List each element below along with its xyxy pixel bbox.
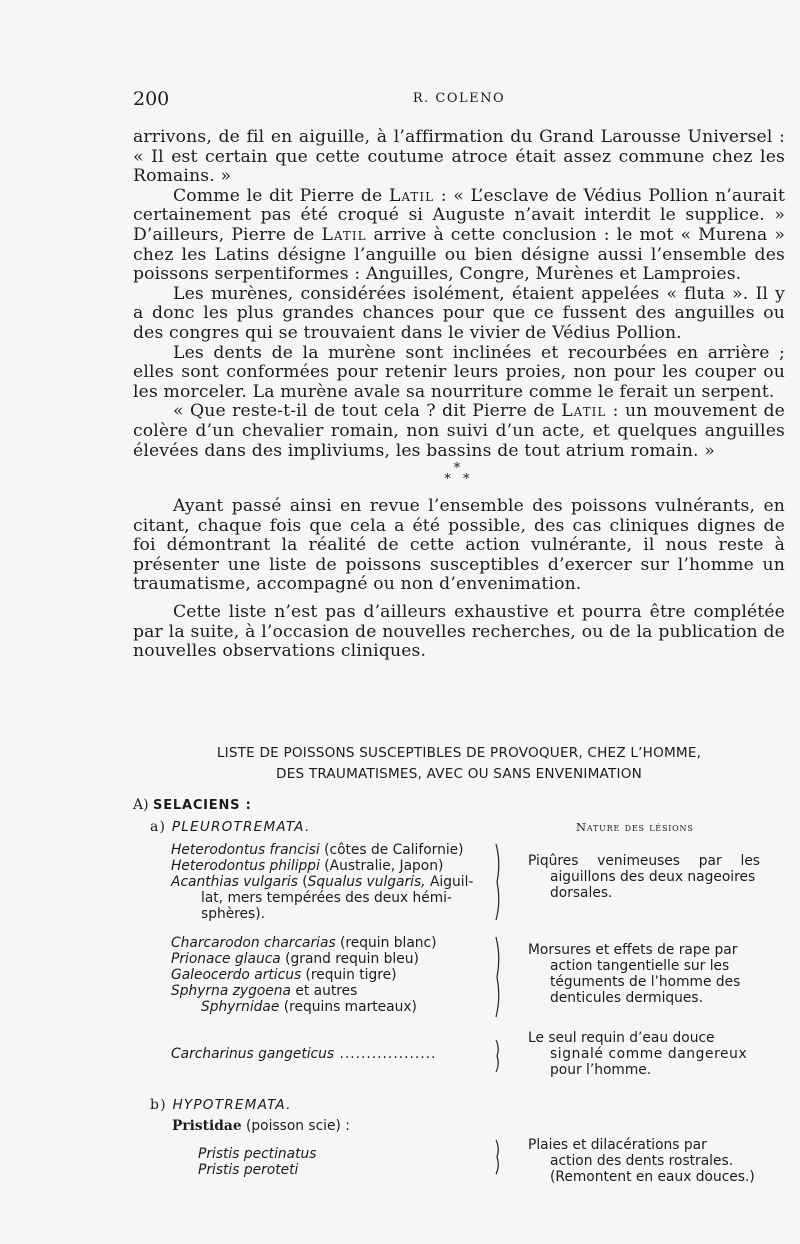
- species-entry: Pristis peroteti: [198, 1162, 299, 1178]
- paragraph-2: Comme le dit Pierre de Latil : « L’esclave de Védius Pollion n’aurait certainement pas été croqué si Auguste n’avait interdit le supplice. » D’ailleurs, Pierre de Latil arrive à cette conclusion : le mot « Murena » chez les Latins désigne l’anguille ou bien désigne aussi l’ensemble des poissons serpentiformes : Anguilles, Congre, Murènes et Lamproies.: [133, 185, 785, 285]
- section-separator: * * *: [444, 461, 474, 488]
- species-entry: Heterodontus francisi (côtes de Californie): [171, 842, 464, 858]
- page-header: [133, 88, 785, 114]
- paragraph-3: Les murènes, considérées isolément, étaient appelées « fluta ». Il y a donc les plus grandes chances pour que ce fussent des anguilles ou des congres qui se trouvaient dans le vivier de Védius Pollion.: [133, 283, 785, 343]
- brace-icon: [493, 935, 503, 1019]
- running-head: R. COLENO: [412, 91, 506, 106]
- species-entry: Sphyrnidae (requins marteaux): [201, 999, 417, 1015]
- species-group-1: Heterodontus francisi (côtes de Californie) Heterodontus philippi (Australie, Japon) Acanthias vulgaris (Squalus vulgaris, Aiguil- lat, mers tempérées des deux hémi- sphères).: [171, 842, 491, 922]
- lesion-description-2: Morsures et effets de rape par action tangentielle sur les téguments de l’homme des denticules dermiques.: [528, 942, 741, 1006]
- species-group-3: [171, 1046, 491, 1062]
- paragraph-1: arrivons, de fil en aiguille, à l’affirmation du Grand Larousse Universel : « Il est certain que cette coutume atroce était assez commune chez les Romains. »: [133, 127, 785, 187]
- species-entry: Sphyrna zygoena et autres: [171, 983, 358, 999]
- species-group-4: [198, 1146, 518, 1178]
- brace-icon: [493, 1038, 503, 1074]
- species-entry: Prionace glauca (grand requin bleu): [171, 951, 419, 967]
- author-name: Latil: [561, 401, 607, 422]
- body-text: [133, 128, 785, 662]
- brace-icon: [493, 1138, 503, 1176]
- section-a-heading: A) SELACIENS :: [133, 797, 252, 813]
- author-name: Latil: [321, 224, 367, 245]
- subsection-b-heading: b) HYPOTREMATA.: [150, 1097, 292, 1113]
- lesion-description-3: Le seul requin d’eau douce signalé comme dangereux pour l’homme.: [528, 1030, 748, 1078]
- species-entry: Charcarodon charcarias (requin blanc): [171, 935, 437, 951]
- family-heading: Pristidae (poisson scie) :: [172, 1118, 350, 1134]
- species-entry: Acanthias vulgaris (Squalus vulgaris, Aiguil-: [171, 874, 474, 890]
- species-entry: Heterodontus philippi (Australie, Japon): [171, 858, 444, 874]
- subsection-a-heading: a) PLEUROTREMATA.: [150, 819, 311, 835]
- nature-of-lesions-header: Nature des lésions: [576, 820, 694, 834]
- lesion-description-1: Piqûres venimeuses par les aiguillons des deux nageoires dorsales.: [528, 853, 760, 901]
- lesion-description-4: Plaies et dilacérations par action des dents rostrales. (Remontent en eaux douces.): [528, 1137, 755, 1185]
- paragraph-6: Ayant passé ainsi en revue l’ensemble des poissons vulnérants, en citant, chaque fois que cela a été possible, des cas cliniques dignes de foi démontrant la réalité de cette action vulnérante, il nous reste à présenter une liste de poissons susceptibles d’exercer sur l’homme un traumatisme, accompagné ou non d’envenimation.: [133, 496, 785, 595]
- page-number: 200: [133, 88, 170, 110]
- paragraph-4: Les dents de la murène sont inclinées et recourbées en arrière ; elles sont conformées pour retenir leurs proies, non pour les couper ou les morceler. La murène avale sa nourriture comme le ferait un serpent.: [133, 342, 785, 402]
- paragraph-5: « Que reste-t-il de tout cela ? dit Pierre de Latil : un mouvement de colère d’un chevalier romain, non suivi d’un acte, et quelques anguilles élevées dans des impliviums, les bassins de tout atrium romain. »: [133, 401, 785, 461]
- list-title: LISTE DE POISSONS SUSCEPTIBLES DE PROVOQUER, CHEZ L’HOMME, DES TRAUMATISMES, AVEC OU SANS ENVENIMATION: [216, 745, 702, 782]
- species-group-2: [171, 935, 491, 1015]
- species-entry: Pristis pectinatus: [198, 1146, 317, 1162]
- species-entry: Carcharinus gangeticus ..................: [171, 1046, 437, 1062]
- paragraph-7: Cette liste n’est pas d’ailleurs exhaustive et pourra être complétée par la suite, à l’occasion de nouvelles recherches, ou de la publication de nouvelles observations cliniques.: [133, 602, 785, 662]
- author-name: Latil: [388, 185, 435, 206]
- species-entry: Galeocerdo articus (requin tigre): [171, 967, 397, 983]
- brace-icon: [493, 842, 503, 922]
